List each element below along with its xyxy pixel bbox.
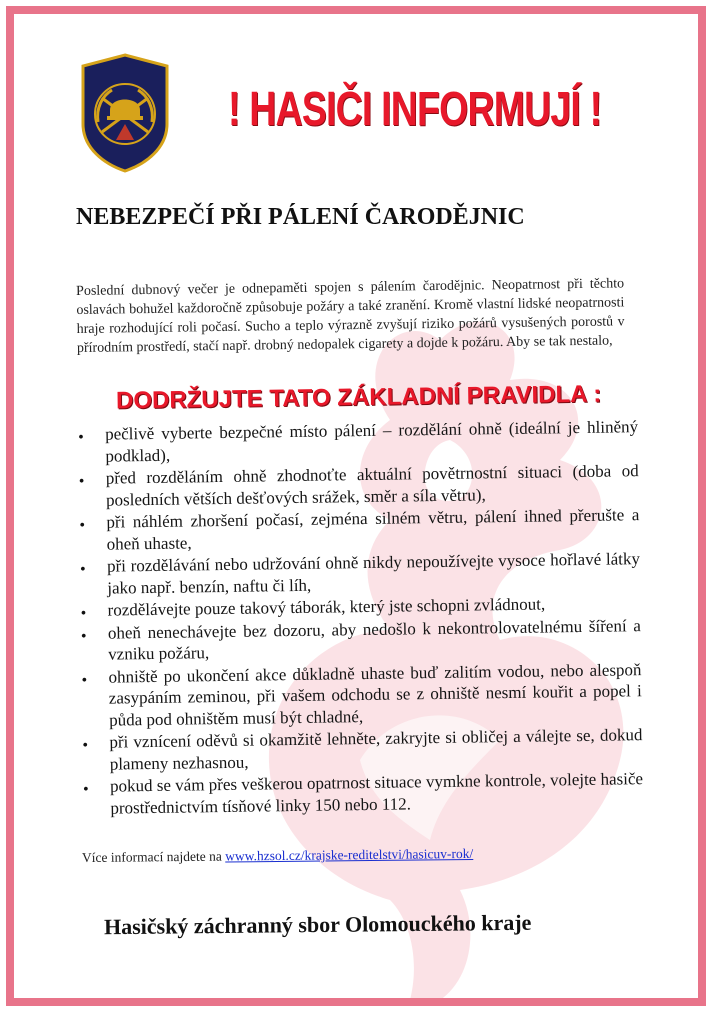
more-info-text: Více informací najdete na — [81, 848, 222, 866]
rules-heading: DODRŽUJTE TATO ZÁKLADNÍ PRAVIDLA : — [115, 380, 602, 415]
list-item: • pokud se vám přes veškerou opatrnost situace vymkne kontrole, volejte hasiče prostřednictvím tísňové linky 150 nebo 112. — [83, 768, 644, 819]
list-item: • při vznícení oděvů si okamžitě lehněte, zakryjte si obličej a válejte se, dokud plameny nezhasnou, — [82, 724, 643, 775]
list-item: • před rozděláním ohně zhodnoťte aktuální povětrnostní situaci (doba od posledních větších dešťových srážek, směr a síla větru), — [79, 460, 640, 511]
headline: ! HASIČI INFORMUJÍ ! — [228, 83, 602, 136]
footer-organization: Hasičský záchranný sbor Olomouckého kraje — [103, 909, 532, 940]
list-item: • při rozdělávání nebo udržování ohně nikdy nepoužívejte vysoce hořlavé látky jako např. benzín, naftu či líh, — [80, 548, 641, 599]
list-item: • rozdělávejte pouze takový táborák, který jste schopni zvládnout, — [80, 592, 640, 621]
list-item: • oheň nenechávejte bez dozoru, aby nedošlo k nekontrolovatelnému šíření a vzniku požáru, — [81, 615, 642, 666]
list-item: • při náhlém zhoršení počasí, zejména silném větru, pálení ihned přerušte a oheň uhaste, — [79, 504, 640, 555]
list-item: • ohniště po ukončení akce důkladně uhaste buď zalitím vodou, nebo alespoň zasypáním zeminou, při vašem odchodu se z ohniště nesmí kouřit a popel i půda pod ohništěm musí být chladné, — [81, 659, 642, 731]
more-info-link[interactable]: www.hzsol.cz/krajske-reditelstvi/hasicuv-rok/ — [225, 845, 474, 864]
page-title: NEBEZPEČÍ PŘI PÁLENÍ ČARODĚJNIC — [76, 204, 525, 230]
intro-paragraph: Poslední dubnový večer je odnepaměti spojen s pálením čarodějnic. Neopatrnost při těchto oslavách bohužel každoročně způsobuje požáry a také zranění. Kromě vlastní lidské neopatrnosti hraje rozhodující roli počasí. Sucho a teplo výrazně zvyšují riziko požárů vysušených porostů v přírodním prostředí, stačí např. drobný nedopalek cigarety a dojde k požáru. Aby se tak nestalo, — [76, 276, 625, 356]
rules-list — [78, 416, 643, 820]
list-item: • pečlivě vyberte bezpečné místo pálení – rozdělání ohně (ideální je hliněný podklad), — [78, 416, 639, 467]
fire-rescue-emblem-icon — [80, 52, 170, 174]
